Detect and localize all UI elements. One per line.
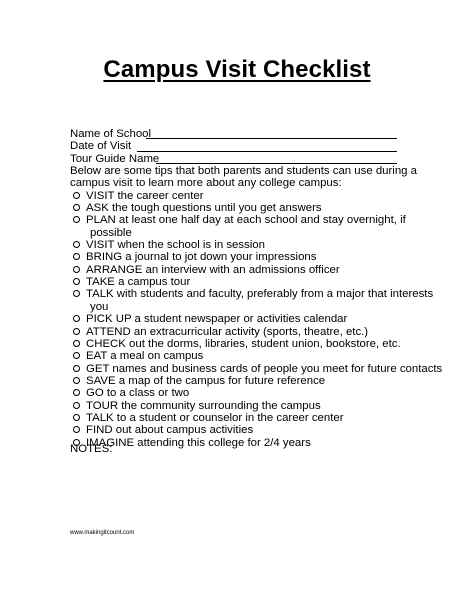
circle-bullet-icon [73, 278, 80, 285]
checklist [70, 189, 443, 449]
checklist-item-text: TALK with students and faculty, preferably from a major that interests [86, 288, 434, 301]
checklist-item-text: EAT a meal on campus [86, 350, 204, 363]
checklist-item [70, 387, 410, 399]
checklist-item-text: GET names and business cards of people you meet for future contacts [86, 362, 443, 375]
circle-bullet-icon [73, 290, 80, 297]
checklist-item-text: VISIT when the school is in session [86, 239, 265, 252]
checklist-item-text: VISIT the career center [86, 189, 204, 202]
footer-url: www.makingitcount.com [70, 530, 135, 536]
checklist-item [70, 362, 443, 375]
field-label: Name of School [70, 128, 152, 140]
checklist-item-text: CHECK out the dorms, libraries, student union, bookstore, etc. [86, 337, 401, 350]
checklist-item-continuation: possible [90, 226, 132, 239]
circle-bullet-icon [73, 315, 80, 322]
checklist-item-text: ARRANGE an interview with an admissions officer [86, 263, 340, 276]
notes-label: NOTES: [70, 443, 113, 455]
circle-bullet-icon [73, 389, 80, 396]
checklist-item [70, 437, 410, 449]
checklist-item-text: TALK to a student or counselor in the career center [86, 411, 344, 424]
blank-line [137, 151, 397, 152]
checklist-item-text: BRING a journal to jot down your impressions [86, 251, 317, 264]
checklist-item-text: TOUR the community surrounding the campus [86, 399, 321, 412]
field-name-of-school [70, 128, 410, 140]
circle-bullet-icon [73, 216, 80, 223]
intro-line: Below are some tips that both parents and students can use during a [70, 165, 417, 178]
checklist-item [70, 350, 410, 362]
checklist-item [70, 400, 410, 412]
page-title: Campus Visit Checklist [103, 56, 371, 83]
circle-bullet-icon [73, 253, 80, 260]
checklist-item [70, 239, 410, 251]
field-label: Tour Guide Name [70, 152, 160, 165]
circle-bullet-icon [73, 414, 80, 421]
checklist-item-text: FIND out about campus activities [86, 424, 254, 437]
checklist-item [70, 375, 410, 387]
circle-bullet-icon [73, 204, 80, 211]
checklist-item-continuation: you [90, 300, 109, 313]
checklist-item [70, 424, 410, 436]
checklist-item [70, 412, 410, 424]
checklist-item [70, 214, 410, 226]
checklist-item [70, 251, 410, 263]
circle-bullet-icon [73, 192, 80, 199]
checklist-body [70, 128, 443, 449]
checklist-item [70, 276, 410, 288]
circle-bullet-icon [73, 340, 80, 347]
circle-bullet-icon [73, 377, 80, 384]
circle-bullet-icon [73, 352, 80, 359]
intro-line: campus visit to learn more about any college campus: [70, 177, 342, 190]
circle-bullet-icon [73, 328, 80, 335]
checklist-item [70, 338, 410, 350]
checklist-item-text: SAVE a map of the campus for future reference [86, 374, 326, 387]
circle-bullet-icon [73, 241, 80, 248]
checklist-item [70, 264, 410, 276]
checklist-item-text: PICK UP a student newspaper or activities calendar [86, 313, 348, 326]
checklist-item-text: IMAGINE attending this college for 2/4 years [86, 436, 311, 449]
checklist-item [70, 190, 410, 202]
field-label: Date of Visit [70, 140, 132, 153]
checklist-item-text: ASK the tough questions until you get answers [86, 202, 322, 215]
checklist-item-text: ATTEND an extracurricular activity (sports, theatre, etc.) [86, 325, 369, 338]
circle-bullet-icon [73, 402, 80, 409]
checklist-item [70, 326, 410, 338]
circle-bullet-icon [73, 426, 80, 433]
circle-bullet-icon [73, 365, 80, 372]
blank-line [146, 138, 397, 139]
checklist-item-text: PLAN at least one half day at each school and stay overnight, if [86, 214, 406, 227]
checklist-item-text: TAKE a campus tour [86, 276, 191, 289]
field-tour-guide-name [70, 153, 410, 165]
checklist-item [70, 202, 410, 214]
checklist-item [70, 288, 434, 301]
checklist-item [70, 313, 410, 325]
checklist-item-text: GO to a class or two [86, 387, 190, 400]
circle-bullet-icon [73, 266, 80, 273]
blank-line [156, 163, 397, 164]
field-date-of-visit [70, 140, 410, 152]
